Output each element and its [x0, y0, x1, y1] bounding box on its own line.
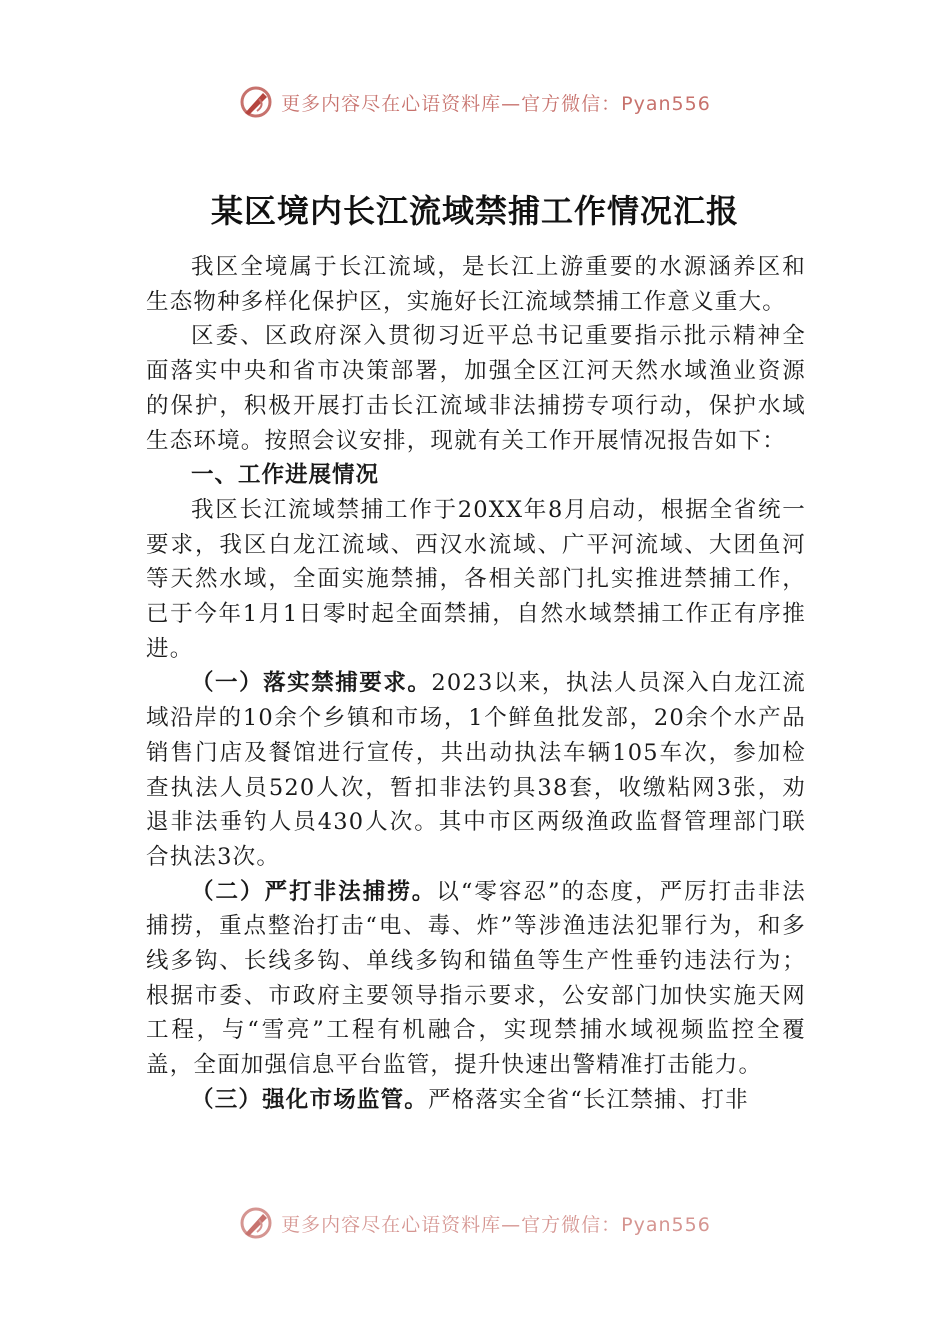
watermark-text: 更多内容尽在心语资料库—官方微信：Pyan556: [281, 92, 711, 115]
pen-and-circle-logo-icon: [239, 85, 273, 119]
watermark-header: [0, 82, 950, 122]
item-1-body: 2023以来，执法人员深入白龙江流域沿岸的10余个乡镇和市场，1个鲜鱼批发部，20余个水产品销售门店及餐馆进行宣传，共出动执法车辆105车次，参加检查执法人员520人次，暂扣非法钓具38套，收缴粘网3张，劝退非法垂钓人员430人次。其中市区两级渔政监督管理部门联合执法3次。: [146, 670, 806, 870]
paragraph-item-1: [146, 666, 806, 874]
item-3-lead: （三）强化市场监管。: [191, 1086, 429, 1113]
item-1-lead: （一）落实禁捕要求。: [191, 670, 432, 697]
paragraph-item-2: [146, 875, 806, 1083]
watermark-footer: [0, 1203, 950, 1243]
document-title: 某区境内长江流域禁捕工作情况汇报: [210, 192, 739, 230]
watermark-text: 更多内容尽在心语资料库—官方微信：Pyan556: [281, 1213, 711, 1236]
item-3-body: 严格落实全省“长江禁捕、打非: [428, 1086, 749, 1113]
pen-and-circle-logo-icon: [239, 1206, 273, 1240]
document-body: [146, 250, 806, 1118]
item-2-body: 以“零容忍”的态度，严厉打击非法捕捞，重点整治打击“电、毒、炸”等涉渔违法犯罪行为，和多线多钩、长线多钩、单线多钩和锚鱼等生产性垂钓违法行为；根据市委、市政府主要领导指示要求，公安部门加快实施天网工程，与“雪亮”工程有机融合，实现禁捕水域视频监控全覆盖，全面加强信息平台监管，提升快速出警精准打击能力。: [146, 878, 806, 1079]
paragraph-item-3: [146, 1083, 806, 1118]
section-heading-progress: 一、工作进展情况: [191, 462, 380, 489]
item-2-lead: （二）严打非法捕捞。: [191, 878, 437, 905]
paragraph-context: 区委、区政府深入贯彻习近平总书记重要指示批示精神全面落实中央和省市决策部署，加强全区江河天然水域渔业资源的保护，积极开展打击长江流域非法捕捞专项行动，保护水域生态环境。按照会议安排，现就有关工作开展情况报告如下：: [146, 323, 806, 454]
paragraph-intro: 我区全境属于长江流域，是长江上游重要的水源涵养区和生态物种多样化保护区，实施好长江流域禁捕工作意义重大。: [146, 254, 806, 315]
paragraph-progress-intro: 我区长江流域禁捕工作于20XX年8月启动，根据全省统一要求，我区白龙江流域、西汉水流域、广平河流域、大团鱼河等天然水域，全面实施禁捕，各相关部门扎实推进禁捕工作，已于今年1月1日零时起全面禁捕，自然水域禁捕工作正有序推进。: [146, 496, 806, 662]
